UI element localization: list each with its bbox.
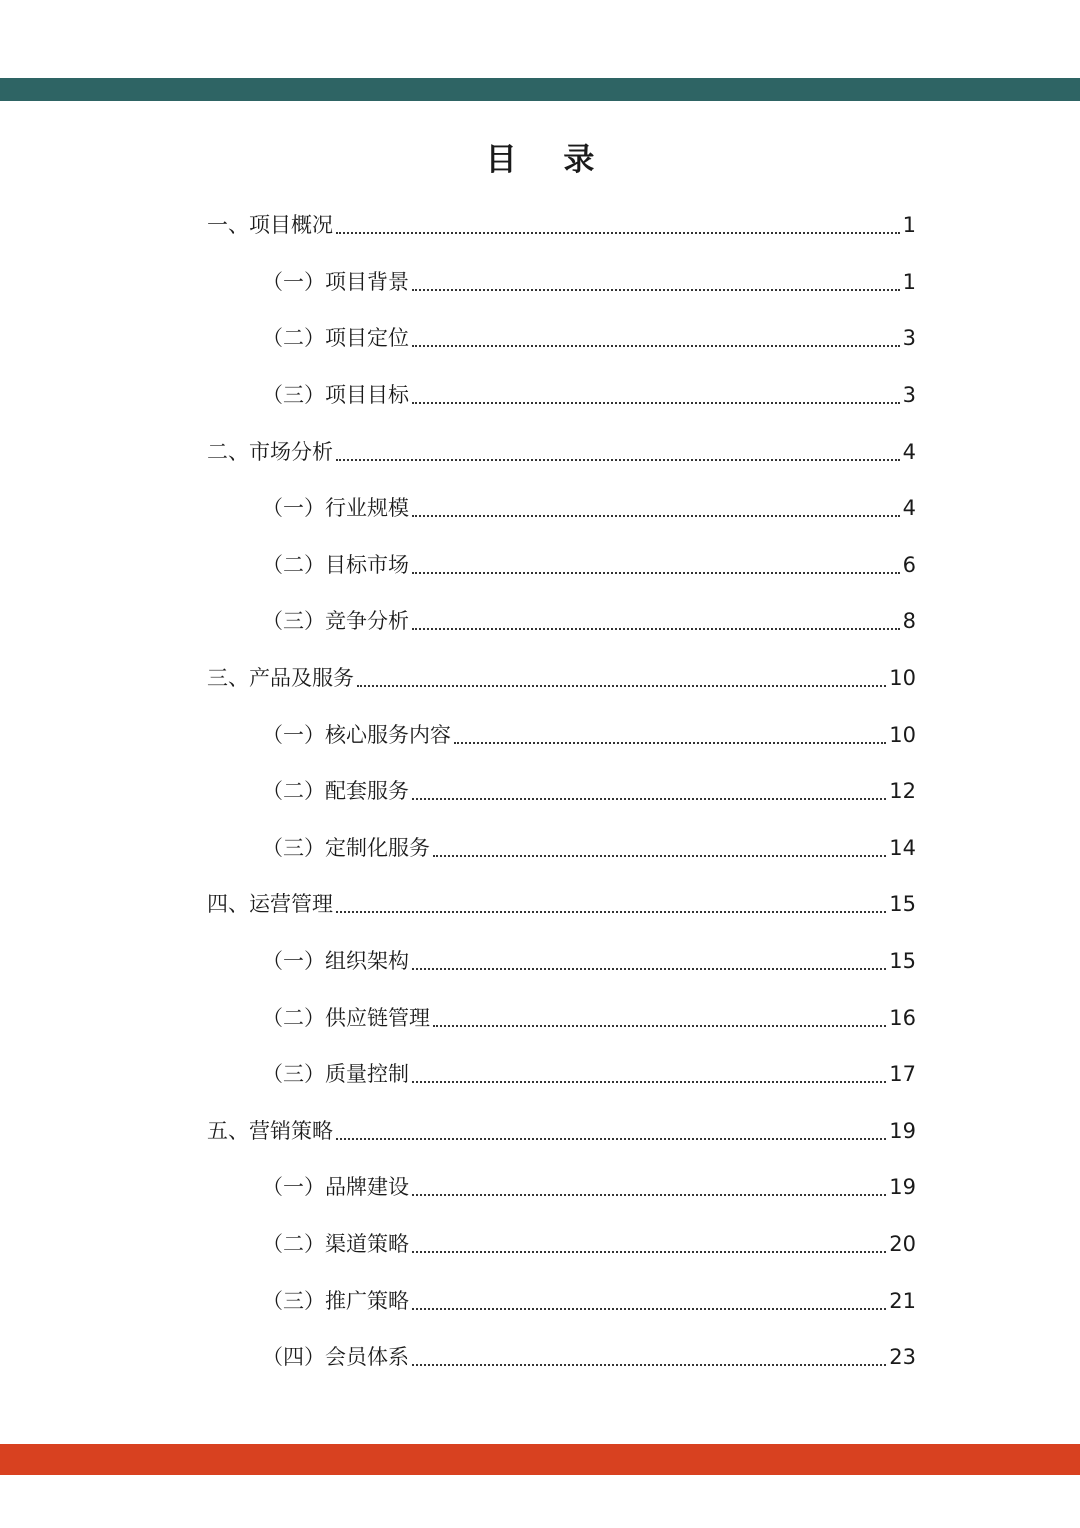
toc-entry-label: （三）推广策略 (262, 1288, 409, 1313)
toc-entry-label: （二）配套服务 (262, 779, 409, 804)
toc-entry-label: （三）质量控制 (262, 1062, 409, 1087)
toc-dot-leader (336, 1138, 886, 1140)
toc-entry-label: （二）目标市场 (262, 552, 409, 577)
toc-dot-leader (433, 1025, 886, 1027)
toc-dot-leader (336, 232, 900, 234)
toc-dot-leader (433, 855, 886, 857)
toc-section-entry[interactable] (207, 1159, 916, 1216)
toc-page-number: 8 (902, 609, 916, 634)
toc-section-entry[interactable] (207, 933, 916, 990)
toc-page-number: 10 (889, 722, 916, 747)
toc-page-number: 3 (902, 383, 916, 408)
toc-entry-label: （二）渠道策略 (262, 1231, 409, 1256)
toc-entry-label: 五、营销策略 (207, 1118, 333, 1143)
toc-entry-label: （一）品牌建设 (262, 1175, 409, 1200)
toc-entry-label: （一）核心服务内容 (262, 722, 451, 747)
toc-page-number: 15 (889, 949, 916, 974)
toc-entry-label: （四）会员体系 (262, 1345, 409, 1370)
toc-entry-label: 二、市场分析 (207, 439, 333, 464)
toc-page-number: 15 (889, 892, 916, 917)
toc-entry-label: （一）项目背景 (262, 269, 409, 294)
toc-dot-leader (412, 1194, 886, 1196)
toc-entry-label: （一）组织架构 (262, 949, 409, 974)
toc-section-entry[interactable] (207, 310, 916, 367)
table-of-contents (207, 197, 916, 1385)
toc-dot-leader (412, 628, 900, 630)
toc-page-number: 6 (902, 552, 916, 577)
toc-dot-leader (412, 402, 900, 404)
toc-page-number: 12 (889, 779, 916, 804)
toc-page-number: 16 (889, 1005, 916, 1030)
toc-dot-leader (336, 459, 900, 461)
toc-dot-leader (412, 968, 886, 970)
toc-page-number: 23 (889, 1345, 916, 1370)
toc-dot-leader (412, 345, 900, 347)
footer-band (0, 1444, 1080, 1475)
toc-entry-label: 一、项目概况 (207, 213, 333, 238)
toc-page-number: 14 (889, 835, 916, 860)
toc-entry-label: （三）定制化服务 (262, 835, 430, 860)
toc-dot-leader (412, 572, 900, 574)
toc-section-entry[interactable] (207, 820, 916, 877)
toc-dot-leader (412, 1081, 886, 1083)
toc-entry-label: 四、运营管理 (207, 892, 333, 917)
toc-section-entry[interactable] (207, 763, 916, 820)
toc-section-entry[interactable] (207, 706, 916, 763)
toc-dot-leader (412, 515, 900, 517)
toc-chapter-entry[interactable] (207, 197, 916, 254)
toc-section-entry[interactable] (207, 1272, 916, 1329)
toc-dot-leader (357, 685, 886, 687)
toc-section-entry[interactable] (207, 989, 916, 1046)
toc-page-number: 19 (889, 1118, 916, 1143)
toc-page-number: 10 (889, 666, 916, 691)
toc-chapter-entry[interactable] (207, 1103, 916, 1160)
toc-entry-label: 三、产品及服务 (207, 666, 354, 691)
toc-page-number: 21 (889, 1288, 916, 1313)
toc-entry-label: （三）项目目标 (262, 383, 409, 408)
toc-entry-label: （二）供应链管理 (262, 1005, 430, 1030)
toc-section-entry[interactable] (207, 1046, 916, 1103)
header-band (0, 78, 1080, 101)
toc-section-entry[interactable] (207, 254, 916, 311)
toc-dot-leader (412, 1308, 886, 1310)
toc-page-number: 1 (902, 213, 916, 238)
toc-entry-label: （一）行业规模 (262, 496, 409, 521)
toc-dot-leader (454, 742, 886, 744)
toc-chapter-entry[interactable] (207, 876, 916, 933)
toc-page-number: 19 (889, 1175, 916, 1200)
toc-chapter-entry[interactable] (207, 650, 916, 707)
page-title: 目 录 (485, 142, 613, 178)
toc-section-entry[interactable] (207, 593, 916, 650)
toc-section-entry[interactable] (207, 1329, 916, 1386)
toc-dot-leader (412, 798, 886, 800)
toc-dot-leader (412, 289, 900, 291)
toc-dot-leader (412, 1364, 886, 1366)
toc-page-number: 20 (889, 1231, 916, 1256)
toc-section-entry[interactable] (207, 537, 916, 594)
toc-section-entry[interactable] (207, 367, 916, 424)
toc-dot-leader (412, 1251, 886, 1253)
toc-page-number: 4 (902, 439, 916, 464)
toc-page-number: 3 (902, 326, 916, 351)
toc-entry-label: （二）项目定位 (262, 326, 409, 351)
toc-entry-label: （三）竞争分析 (262, 609, 409, 634)
toc-dot-leader (336, 911, 886, 913)
toc-page-number: 4 (902, 496, 916, 521)
toc-chapter-entry[interactable] (207, 423, 916, 480)
toc-section-entry[interactable] (207, 480, 916, 537)
toc-page-number: 17 (889, 1062, 916, 1087)
toc-section-entry[interactable] (207, 1216, 916, 1273)
toc-page-number: 1 (902, 269, 916, 294)
